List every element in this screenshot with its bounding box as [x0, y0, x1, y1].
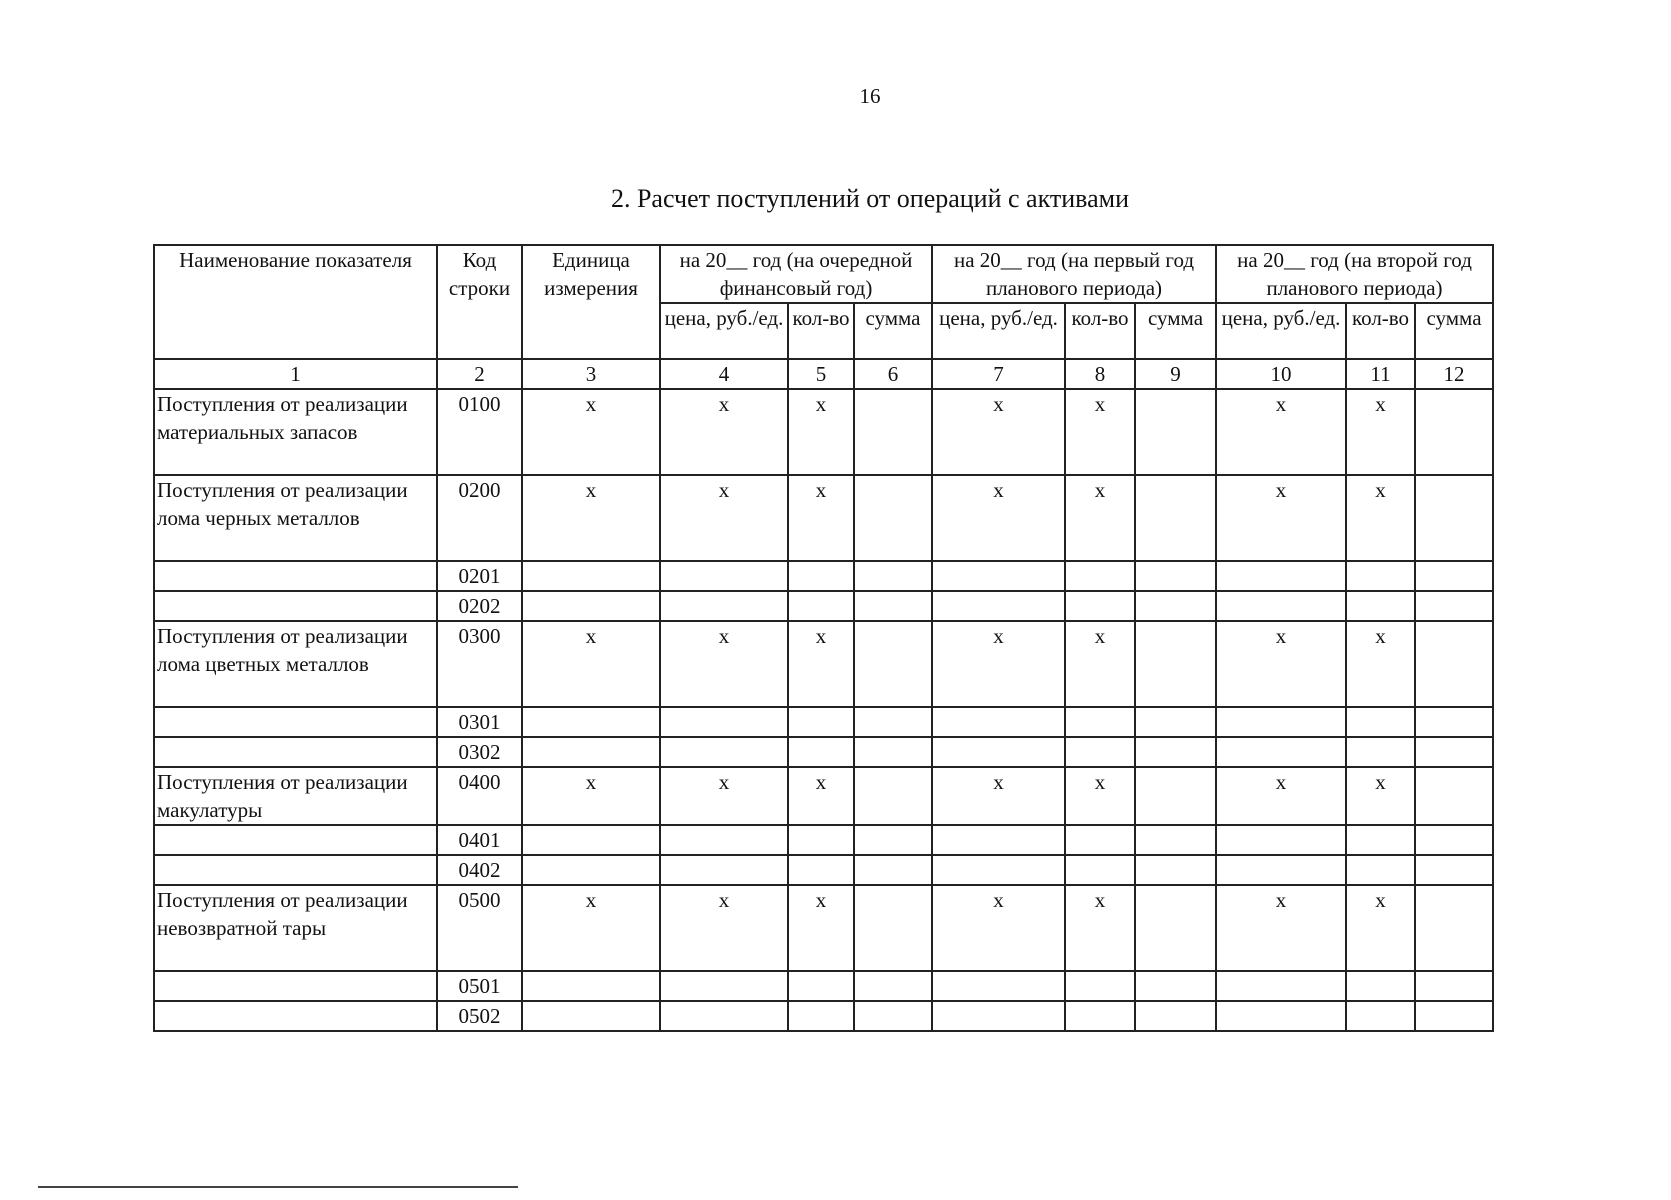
empty-cell — [1216, 707, 1346, 737]
x-mark: х — [932, 621, 1065, 707]
row-code: 0402 — [437, 855, 522, 885]
empty-cell — [1346, 971, 1415, 1001]
x-mark: х — [1216, 621, 1346, 707]
row-name — [154, 825, 437, 855]
x-mark: х — [1346, 389, 1415, 475]
x-mark: х — [660, 389, 788, 475]
row-code: 0401 — [437, 825, 522, 855]
row-code: 0501 — [437, 971, 522, 1001]
empty-cell — [660, 1001, 788, 1031]
page-title: 2. Расчет поступлений от операций с активами — [610, 184, 1130, 213]
x-mark: х — [1216, 767, 1346, 825]
empty-cell — [932, 1001, 1065, 1031]
empty-cell — [1216, 737, 1346, 767]
empty-cell — [1135, 561, 1216, 591]
row-code: 0200 — [437, 475, 522, 561]
empty-cell — [522, 971, 660, 1001]
empty-cell — [1065, 591, 1135, 621]
sum-cell — [1415, 389, 1493, 475]
empty-cell — [854, 737, 932, 767]
table-row — [154, 885, 1493, 971]
empty-cell — [1346, 591, 1415, 621]
header-sum: сумма — [1415, 303, 1493, 359]
empty-cell — [932, 971, 1065, 1001]
row-name — [154, 561, 437, 591]
empty-cell — [522, 561, 660, 591]
empty-cell — [1065, 855, 1135, 885]
x-mark: х — [660, 885, 788, 971]
x-mark: х — [1216, 475, 1346, 561]
x-mark: х — [1065, 475, 1135, 561]
row-name — [154, 1001, 437, 1031]
column-number: 12 — [1415, 359, 1493, 389]
x-mark: х — [932, 767, 1065, 825]
column-number: 2 — [437, 359, 522, 389]
column-number: 8 — [1065, 359, 1135, 389]
row-code: 0302 — [437, 737, 522, 767]
empty-cell — [660, 707, 788, 737]
empty-cell — [660, 971, 788, 1001]
header-period-first: на 20__ год (на первый год планового периода) — [932, 245, 1216, 303]
page-number: 16 — [859, 84, 881, 108]
table-row — [154, 737, 1493, 767]
column-number: 6 — [854, 359, 932, 389]
x-mark: х — [932, 389, 1065, 475]
empty-cell — [1415, 971, 1493, 1001]
empty-cell — [788, 1001, 854, 1031]
sum-cell — [1135, 389, 1216, 475]
column-number: 11 — [1346, 359, 1415, 389]
empty-cell — [1216, 971, 1346, 1001]
empty-cell — [1135, 825, 1216, 855]
table-row — [154, 475, 1493, 561]
empty-cell — [660, 561, 788, 591]
x-mark: х — [1346, 767, 1415, 825]
column-number: 3 — [522, 359, 660, 389]
sum-cell — [854, 389, 932, 475]
empty-cell — [522, 1001, 660, 1031]
x-mark: х — [522, 767, 660, 825]
empty-cell — [932, 825, 1065, 855]
header-qty: кол-во — [1346, 303, 1415, 359]
empty-cell — [788, 591, 854, 621]
empty-cell — [932, 707, 1065, 737]
sum-cell — [854, 475, 932, 561]
sum-cell — [1415, 621, 1493, 707]
empty-cell — [1346, 561, 1415, 591]
row-name — [154, 737, 437, 767]
row-code: 0301 — [437, 707, 522, 737]
row-code: 0100 — [437, 389, 522, 475]
header-unit: Единица измерения — [522, 245, 660, 359]
x-mark: х — [1065, 885, 1135, 971]
x-mark: х — [788, 621, 854, 707]
sum-cell — [1135, 621, 1216, 707]
row-name: Поступления от реализации лома черных металлов — [154, 475, 437, 561]
sum-cell — [1415, 885, 1493, 971]
row-code: 0500 — [437, 885, 522, 971]
table-row — [154, 1001, 1493, 1031]
empty-cell — [854, 855, 932, 885]
footnote-separator — [38, 1186, 518, 1188]
empty-cell — [1415, 561, 1493, 591]
column-number: 9 — [1135, 359, 1216, 389]
row-code: 0300 — [437, 621, 522, 707]
row-name — [154, 971, 437, 1001]
header-price: цена, руб./ед. — [932, 303, 1065, 359]
assets-revenue-table — [153, 244, 1494, 1032]
table-row — [154, 591, 1493, 621]
column-number: 4 — [660, 359, 788, 389]
empty-cell — [788, 825, 854, 855]
x-mark: х — [788, 389, 854, 475]
empty-cell — [522, 591, 660, 621]
row-name: Поступления от реализации невозвратной тары — [154, 885, 437, 971]
x-mark: х — [660, 475, 788, 561]
empty-cell — [522, 737, 660, 767]
empty-cell — [522, 707, 660, 737]
column-number: 5 — [788, 359, 854, 389]
sum-cell — [854, 767, 932, 825]
sum-cell — [854, 621, 932, 707]
row-name: Поступления от реализации лома цветных металлов — [154, 621, 437, 707]
empty-cell — [854, 561, 932, 591]
x-mark: х — [1346, 885, 1415, 971]
empty-cell — [1135, 707, 1216, 737]
table-row — [154, 707, 1493, 737]
table-row — [154, 621, 1493, 707]
empty-cell — [1135, 1001, 1216, 1031]
header-code: Код строки — [437, 245, 522, 359]
empty-cell — [1216, 561, 1346, 591]
header-sum: сумма — [854, 303, 932, 359]
empty-cell — [1065, 971, 1135, 1001]
header-sum: сумма — [1135, 303, 1216, 359]
row-name — [154, 707, 437, 737]
empty-cell — [788, 855, 854, 885]
row-name — [154, 855, 437, 885]
x-mark: х — [660, 767, 788, 825]
empty-cell — [854, 971, 932, 1001]
empty-cell — [788, 707, 854, 737]
empty-cell — [932, 737, 1065, 767]
empty-cell — [1415, 591, 1493, 621]
sum-cell — [1135, 885, 1216, 971]
header-row-1 — [154, 245, 1493, 303]
empty-cell — [660, 855, 788, 885]
empty-cell — [854, 707, 932, 737]
x-mark: х — [932, 885, 1065, 971]
empty-cell — [788, 737, 854, 767]
empty-cell — [788, 971, 854, 1001]
empty-cell — [854, 825, 932, 855]
header-qty: кол-во — [1065, 303, 1135, 359]
header-qty: кол-во — [788, 303, 854, 359]
header-period-second: на 20__ год (на второй год планового периода) — [1216, 245, 1493, 303]
empty-cell — [660, 737, 788, 767]
x-mark: х — [932, 475, 1065, 561]
x-mark: х — [788, 475, 854, 561]
table-row — [154, 561, 1493, 591]
empty-cell — [1216, 825, 1346, 855]
empty-cell — [1415, 855, 1493, 885]
column-number: 10 — [1216, 359, 1346, 389]
column-number-row — [154, 359, 1493, 389]
empty-cell — [1346, 825, 1415, 855]
empty-cell — [522, 825, 660, 855]
header-price: цена, руб./ед. — [1216, 303, 1346, 359]
empty-cell — [932, 561, 1065, 591]
empty-cell — [1135, 855, 1216, 885]
column-number: 1 — [154, 359, 437, 389]
table-row — [154, 825, 1493, 855]
empty-cell — [1346, 707, 1415, 737]
empty-cell — [1346, 737, 1415, 767]
x-mark: х — [522, 885, 660, 971]
empty-cell — [1346, 1001, 1415, 1031]
table-row — [154, 389, 1493, 475]
x-mark: х — [1216, 389, 1346, 475]
table-row — [154, 971, 1493, 1001]
empty-cell — [1065, 825, 1135, 855]
sum-cell — [1415, 475, 1493, 561]
empty-cell — [1065, 561, 1135, 591]
empty-cell — [1135, 971, 1216, 1001]
x-mark: х — [788, 767, 854, 825]
table-row — [154, 767, 1493, 825]
empty-cell — [932, 591, 1065, 621]
sum-cell — [1135, 475, 1216, 561]
empty-cell — [854, 1001, 932, 1031]
sum-cell — [1135, 767, 1216, 825]
x-mark: х — [1065, 767, 1135, 825]
row-name: Поступления от реализации макулатуры — [154, 767, 437, 825]
empty-cell — [1415, 825, 1493, 855]
row-code: 0502 — [437, 1001, 522, 1031]
empty-cell — [522, 855, 660, 885]
sum-cell — [1415, 767, 1493, 825]
x-mark: х — [1346, 475, 1415, 561]
empty-cell — [1135, 737, 1216, 767]
x-mark: х — [522, 389, 660, 475]
empty-cell — [932, 855, 1065, 885]
row-code: 0201 — [437, 561, 522, 591]
column-number: 7 — [932, 359, 1065, 389]
empty-cell — [1415, 737, 1493, 767]
header-name: Наименование показателя — [154, 245, 437, 359]
x-mark: х — [1065, 621, 1135, 707]
header-period-current: на 20__ год (на очередной финансовый год) — [660, 245, 932, 303]
empty-cell — [1065, 737, 1135, 767]
empty-cell — [1216, 855, 1346, 885]
x-mark: х — [788, 885, 854, 971]
table-row — [154, 855, 1493, 885]
empty-cell — [788, 561, 854, 591]
empty-cell — [1216, 591, 1346, 621]
empty-cell — [660, 591, 788, 621]
x-mark: х — [1216, 885, 1346, 971]
empty-cell — [1415, 707, 1493, 737]
empty-cell — [660, 825, 788, 855]
empty-cell — [1065, 1001, 1135, 1031]
empty-cell — [1415, 1001, 1493, 1031]
row-name: Поступления от реализации материальных запасов — [154, 389, 437, 475]
x-mark: х — [522, 621, 660, 707]
empty-cell — [1346, 855, 1415, 885]
row-code: 0202 — [437, 591, 522, 621]
header-price: цена, руб./ед. — [660, 303, 788, 359]
empty-cell — [1135, 591, 1216, 621]
x-mark: х — [522, 475, 660, 561]
empty-cell — [1065, 707, 1135, 737]
empty-cell — [1216, 1001, 1346, 1031]
x-mark: х — [660, 621, 788, 707]
x-mark: х — [1065, 389, 1135, 475]
row-code: 0400 — [437, 767, 522, 825]
sum-cell — [854, 885, 932, 971]
x-mark: х — [1346, 621, 1415, 707]
row-name — [154, 591, 437, 621]
empty-cell — [854, 591, 932, 621]
